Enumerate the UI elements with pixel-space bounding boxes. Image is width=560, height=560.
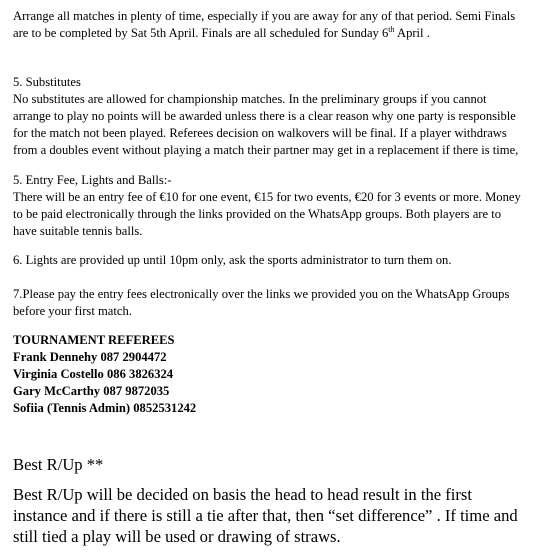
entry-fee-section [13, 172, 521, 240]
intro-line-2 [13, 25, 515, 42]
intro-line-1: Arrange all matches in plenty of time, especially if you are away for any of that period. Semi Finals [13, 9, 516, 23]
entry-fee-line: have suitable tennis balls. [13, 224, 143, 238]
lights-text: 6. Lights are provided up until 10pm only, ask the sports administrator to turn them on. [13, 253, 452, 267]
best-runner-up-line: still tied a play will be used or drawing of straws. [13, 527, 341, 546]
entry-fee-line: to be paid electronically through the links provided on the WhatsApp groups. Both players are to [13, 207, 502, 221]
referee-entry: Frank Dennehy 087 2904472 [13, 350, 167, 364]
substitutes-heading: 5. Substitutes [13, 75, 81, 89]
payment-line: 7.Please pay the entry fees electronically over the links we provided you on the WhatsApp Groups [13, 287, 510, 301]
lights-section [13, 252, 452, 269]
referee-entry: Virginia Costello 086 3826324 [13, 367, 174, 381]
best-runner-up-section [13, 484, 518, 547]
referee-entry: Gary McCarthy 087 9872035 [13, 384, 170, 398]
payment-line: before your first match. [13, 304, 132, 318]
referees-section [13, 332, 196, 417]
referees-heading: TOURNAMENT REFEREES [13, 333, 175, 347]
substitutes-line: No substitutes are allowed for championship matches. In the preliminary groups if you cannot [13, 92, 487, 106]
entry-fee-heading: 5. Entry Fee, Lights and Balls:- [13, 173, 172, 187]
intro-line-2-text: are to be completed by Sat 5th April. Finals are all scheduled for Sunday 6 [13, 26, 389, 40]
substitutes-section [13, 74, 518, 159]
referee-entry: Sofiia (Tennis Admin) 0852531242 [13, 401, 197, 415]
substitutes-line: arrange to play no points will be awarded unless there is a clear reason why one party is responsible [13, 109, 516, 123]
best-runner-up-heading: Best R/Up ** [13, 455, 104, 474]
payment-section [13, 286, 509, 320]
intro-paragraph [13, 8, 515, 42]
entry-fee-line: There will be an entry fee of €10 for one event, €15 for two events, €20 for 3 events or more. Money [13, 190, 521, 204]
substitutes-line: from a doubles event without playing a match their partner may get in a replacement if there is time, [13, 143, 519, 157]
best-runner-up-line: instance and if there is still a tie after that, then “set difference” . If time and [13, 506, 518, 525]
intro-line-2-end: April . [394, 26, 430, 40]
best-runner-up-line: Best R/Up will be decided on basis the head to head result in the first [13, 485, 472, 504]
ordinal-suffix: th [388, 25, 395, 34]
substitutes-line: for the match not been played. Referees decision on walkovers will be final. If a player withdraws [13, 126, 507, 140]
